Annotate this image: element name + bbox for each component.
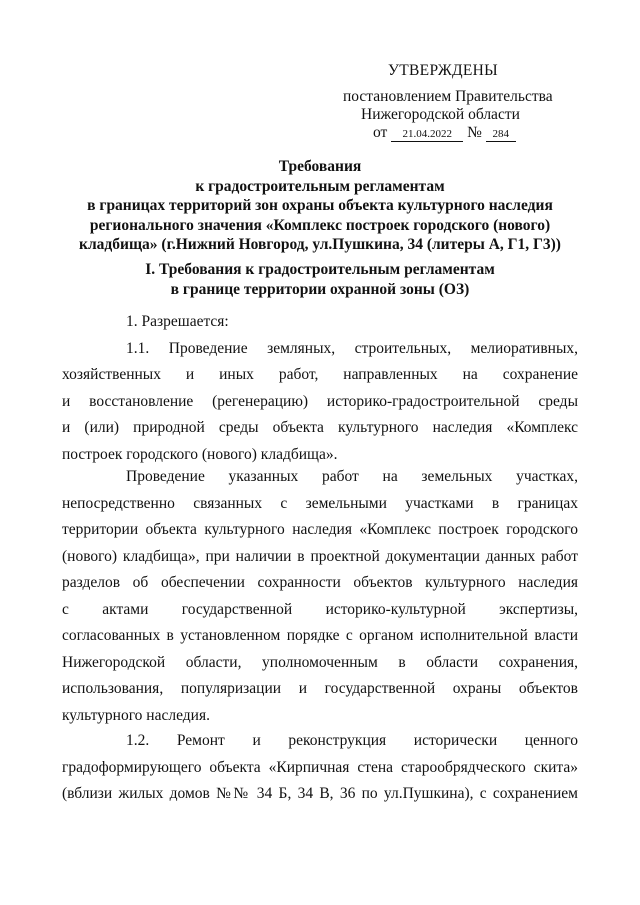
document-body (90, 309, 578, 336)
heading-line: регионального значения «Комплекс построек городского (нового) (89, 216, 551, 234)
approval-date-number-line (373, 124, 516, 142)
text-line: построек городского (нового) кладбища». (62, 445, 338, 463)
approval-date: 21.04.2022 (391, 127, 463, 142)
text-line: использования, популяризации и государственной охраны объектов (62, 680, 578, 697)
text-line: (вблизи жилых домов №№ 34 Б, 34 В, 36 по ул.Пушкина), с сохранением (62, 785, 578, 802)
text-line: и восстановление (регенерацию) историко-градостроительной среды (62, 392, 578, 410)
heading-line: в границах территорий зон охраны объекта культурного наследия (87, 197, 553, 214)
text-line: с актами государственной историко-культурной экспертизы, (62, 600, 578, 618)
heading-line: Требования (278, 158, 362, 175)
number-label: № (467, 124, 482, 141)
heading-line: к градостроительным регламентам (195, 177, 445, 195)
text-line: и (или) природной среды объекта культурного наследия «Комплекс (62, 419, 578, 436)
text-line: культурного наследия. (62, 706, 210, 724)
heading-line: кладбища» (г.Нижний Новгород, ул.Пушкина, 34 (литеры А, Г1, Г3)) (79, 236, 561, 253)
text-line: 1.2. Ремонт и реконструкция исторически ценного (126, 732, 578, 749)
text-line: непосредственно связанных с земельными участками в границах (62, 494, 578, 512)
section-heading-line: в границе территории охранной зоны (ОЗ) (170, 280, 470, 298)
approval-number: 284 (486, 127, 516, 142)
paragraph-1-2 (62, 728, 578, 808)
paragraph-2 (62, 464, 578, 729)
section-heading-line: I. Требования к градостроительным регламентам (145, 261, 495, 278)
approval-issuer-line: постановлением Правительства (343, 88, 553, 105)
text-line: территории объекта культурного наследия «Комплекс построек городского (62, 521, 578, 538)
text-line: хозяйственных и иных работ, направленных на сохранение (62, 366, 578, 383)
section-heading (62, 260, 578, 299)
text-line: Нижегородской области, уполномоченным в области сохранения, (62, 653, 578, 671)
text-line: Проведение указанных работ на земельных участках, (126, 468, 578, 485)
from-label: от (373, 124, 388, 141)
text-line: градоформирующего объекта «Кирпичная стена старообрядческого скита» (62, 758, 578, 776)
text-line: (нового) кладбища», при наличии в проектной документации данных работ (62, 547, 578, 565)
paragraph-1-1-cont (62, 362, 578, 468)
approval-title: УТВЕРЖДЕНЫ (388, 62, 498, 79)
text-line: 1.1. Проведение земляных, строительных, мелиоративных, (126, 340, 578, 357)
paragraph-1-1 (90, 336, 578, 363)
document-heading (62, 157, 578, 255)
text-line: разделов об обеспечении сохранности объектов культурного наследия (62, 574, 578, 591)
text-line: согласованных в установленном порядке с органом исполнительной власти (62, 627, 578, 644)
paragraph-1 (90, 309, 578, 336)
text-line: 1. Разрешается: (126, 313, 229, 330)
approval-region-line: Нижегородской области (361, 106, 520, 123)
